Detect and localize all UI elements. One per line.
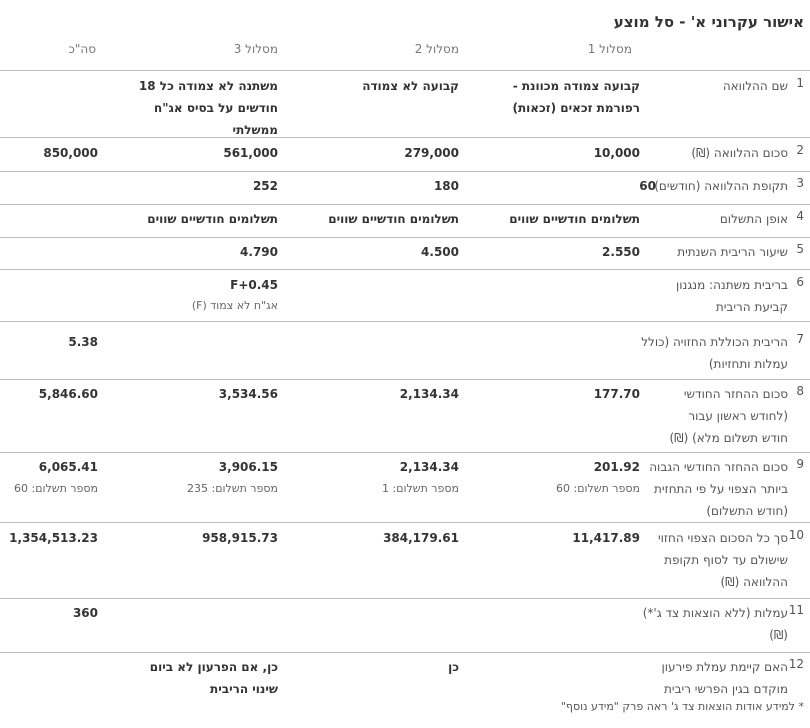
row-number: 12 <box>788 657 804 671</box>
table-divider <box>0 237 810 238</box>
total-repayment-track-1: 11,417.89 <box>572 531 640 545</box>
payment-method-track-2: תשלומים חודשיים שווים <box>328 212 459 226</box>
fees-total: 360 <box>72 606 98 620</box>
total-repayment-total: 1,354,513.23 <box>9 531 98 545</box>
loan-amount-track-2: 279,000 <box>404 146 459 160</box>
row-number: 8 <box>796 384 804 398</box>
payment-number-track-1: מספר תשלום: 60 <box>556 482 640 495</box>
row-label: תקופת ההלוואה (חודשים) <box>654 179 788 193</box>
row-number: 6 <box>796 275 804 289</box>
row-label: שיעור הריבית השנתית <box>677 245 788 259</box>
interest-rate-track-3: 4.790 <box>240 245 278 259</box>
column-header-track-3: מסלול 3 <box>233 42 278 56</box>
row-label: בריבית משתנה: מנגנון קביעת הריבית <box>675 278 788 314</box>
page-title: אישור עקרוני א' - סל מוצע <box>613 13 804 31</box>
max-monthly-payment-track-1: 201.92 <box>593 460 640 474</box>
monthly-payment-track-3: 3,534.56 <box>218 387 278 401</box>
loan-amount-track-1: 10,000 <box>593 146 640 160</box>
max-monthly-payment-track-3: 3,906.15 <box>218 460 278 474</box>
interest-rate-track-2: 4.500 <box>421 245 459 259</box>
table-divider <box>0 269 810 270</box>
row-number: 2 <box>796 143 804 157</box>
loan-name-track-3: משתנה לא צמודה כל 18 חודשים על בסיס אג"ח ממשלתי <box>138 79 278 137</box>
loan-period-track-2: 180 <box>433 179 459 193</box>
table-divider <box>0 204 810 205</box>
row-label: עמלות (ללא הוצאות צד ג'*) (₪) <box>642 606 788 642</box>
table-divider <box>0 652 810 653</box>
loan-name-track-2: קבועה לא צמודה <box>362 79 459 93</box>
max-monthly-payment-track-2: 2,134.34 <box>399 460 459 474</box>
monthly-payment-total: 5,846.60 <box>38 387 98 401</box>
row-number: 5 <box>796 242 804 256</box>
row-number: 9 <box>796 457 804 471</box>
row-label: סך כל הסכום הצפוי החזוי שישולם עד לסוף תקופת ההלוואה (₪) <box>657 531 788 589</box>
max-monthly-payment-total: 6,065.41 <box>38 460 98 474</box>
loan-period-track-1: 60 <box>639 179 656 193</box>
monthly-payment-track-1: 177.70 <box>593 387 640 401</box>
row-label: סכום ההחזר החודשי (לחודש ראשון עבור חודש תשלום מלא) (₪) <box>669 387 788 445</box>
row-number: 11 <box>788 603 804 617</box>
payment-number-track-3: מספר תשלום: 235 <box>187 482 278 495</box>
variable-rate-base-note: אג"ח לא צמוד (F) <box>191 299 278 312</box>
payment-method-track-3: תשלומים חודשיים שווים <box>147 212 278 226</box>
footnote: * למידע אודות הוצאות צד ג' ראה פרק "מידע נוסף" <box>560 700 804 713</box>
table-divider <box>0 70 810 71</box>
row-label: סכום ההלוואה (₪) <box>691 146 788 160</box>
total-repayment-track-3: 958,915.73 <box>202 531 278 545</box>
loan-name-track-1: קבועה צמודה מכוונת - רפורמת זכאים (זכאות) <box>512 79 640 115</box>
loan-period-track-3: 252 <box>252 179 278 193</box>
row-number: 3 <box>796 176 804 190</box>
table-divider <box>0 598 810 599</box>
payment-number-total: מספר תשלום: 60 <box>14 482 98 495</box>
payment-number-track-2: מספר תשלום: 1 <box>382 482 459 495</box>
row-number: 4 <box>796 209 804 223</box>
row-number: 7 <box>796 332 804 346</box>
row-label: סכום ההחזר החודשי הגבוה ביותר הצפוי על פי התחזית (חודש התשלום) <box>649 460 788 518</box>
row-number: 10 <box>788 528 804 542</box>
table-divider <box>0 379 810 380</box>
loan-amount-total: 850,000 <box>43 146 98 160</box>
variable-rate-mechanism-track-3: F+0.45 <box>230 278 278 292</box>
row-number: 1 <box>796 76 804 90</box>
total-repayment-track-2: 384,179.61 <box>383 531 459 545</box>
row-label: הריבית הכוללת החזויה (כולל עמלות ותחזיות) <box>641 335 788 371</box>
monthly-payment-track-2: 2,134.34 <box>399 387 459 401</box>
early-repayment-fee-track-2: כן <box>448 660 459 674</box>
total-forecast-interest: 5.38 <box>68 335 98 349</box>
early-repayment-fee-track-3: כן, אם הפרעון לא ביום שינוי הריבית <box>149 660 278 696</box>
column-header-track-1: מסלול 1 <box>587 42 632 56</box>
table-divider <box>0 171 810 172</box>
table-divider <box>0 321 810 322</box>
interest-rate-track-1: 2.550 <box>602 245 640 259</box>
payment-method-track-1: תשלומים חודשיים שווים <box>509 212 640 226</box>
column-header-track-2: מסלול 2 <box>414 42 459 56</box>
loan-amount-track-3: 561,000 <box>223 146 278 160</box>
row-label: שם ההלוואה <box>722 79 788 93</box>
table-divider <box>0 522 810 523</box>
row-label: האם קיימת עמלת פירעון מוקדם בגין הפרשי ריבית <box>661 660 788 696</box>
table-divider <box>0 452 810 453</box>
column-header-total: סה"כ <box>68 42 96 56</box>
row-label: אופן התשלום <box>719 212 788 226</box>
